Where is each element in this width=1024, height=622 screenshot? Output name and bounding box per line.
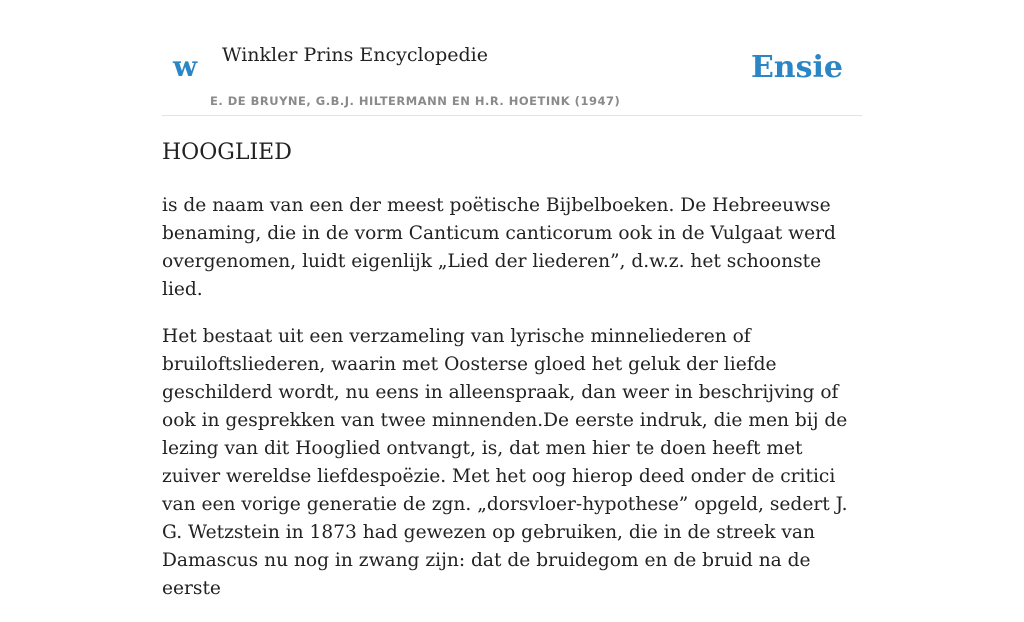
entry-content [162, 192, 862, 622]
winkler-prins-logo[interactable]: w [173, 50, 198, 83]
source-title-link[interactable]: Winkler Prins Encyclopedie [222, 44, 488, 66]
entry-title: HOOGLIED [162, 140, 292, 165]
entry-paragraph-2: Het bestaat uit een verzameling van lyrische minneliederen of bruiloftsliederen, waarin met Oosterse gloed het geluk der liefde geschilderd wordt, nu eens in alleenspraak, dan weer in beschrijving of ook in gesprekken van twee minnenden.De eerste indruk, die men bij de lezing van dit Hooglied ontvangt, is, dat men hier te doen heeft met zuiver wereldse liefdespoëzie. Met het oog hierop deed onder de critici van een vorige generatie de zgn. „dorsvloer-hypothese” opgeld, sedert J. G. Wetzstein in 1873 had gewezen op gebruiken, die in de streek van Damascus nu nog in zwang zijn: dat de bruidegom en de bruid na de eerste [162, 326, 848, 599]
ensie-logo-link[interactable]: Ensie [750, 50, 843, 85]
source-authors: E. DE BRUYNE, G.B.J. HILTERMANN EN H.R. HOETINK (1947) [210, 94, 621, 108]
page [162, 0, 862, 599]
site-header [162, 0, 862, 116]
entry-paragraph-1: is de naam van een der meest poëtische Bijbelboeken. De Hebreeuwse benaming, die in de vorm Canticum canticorum ook in de Vulgaat werd overgenomen, luidt eigenlijk „Lied der liederen”, d.w.z. het schoonste lied. [162, 195, 836, 300]
